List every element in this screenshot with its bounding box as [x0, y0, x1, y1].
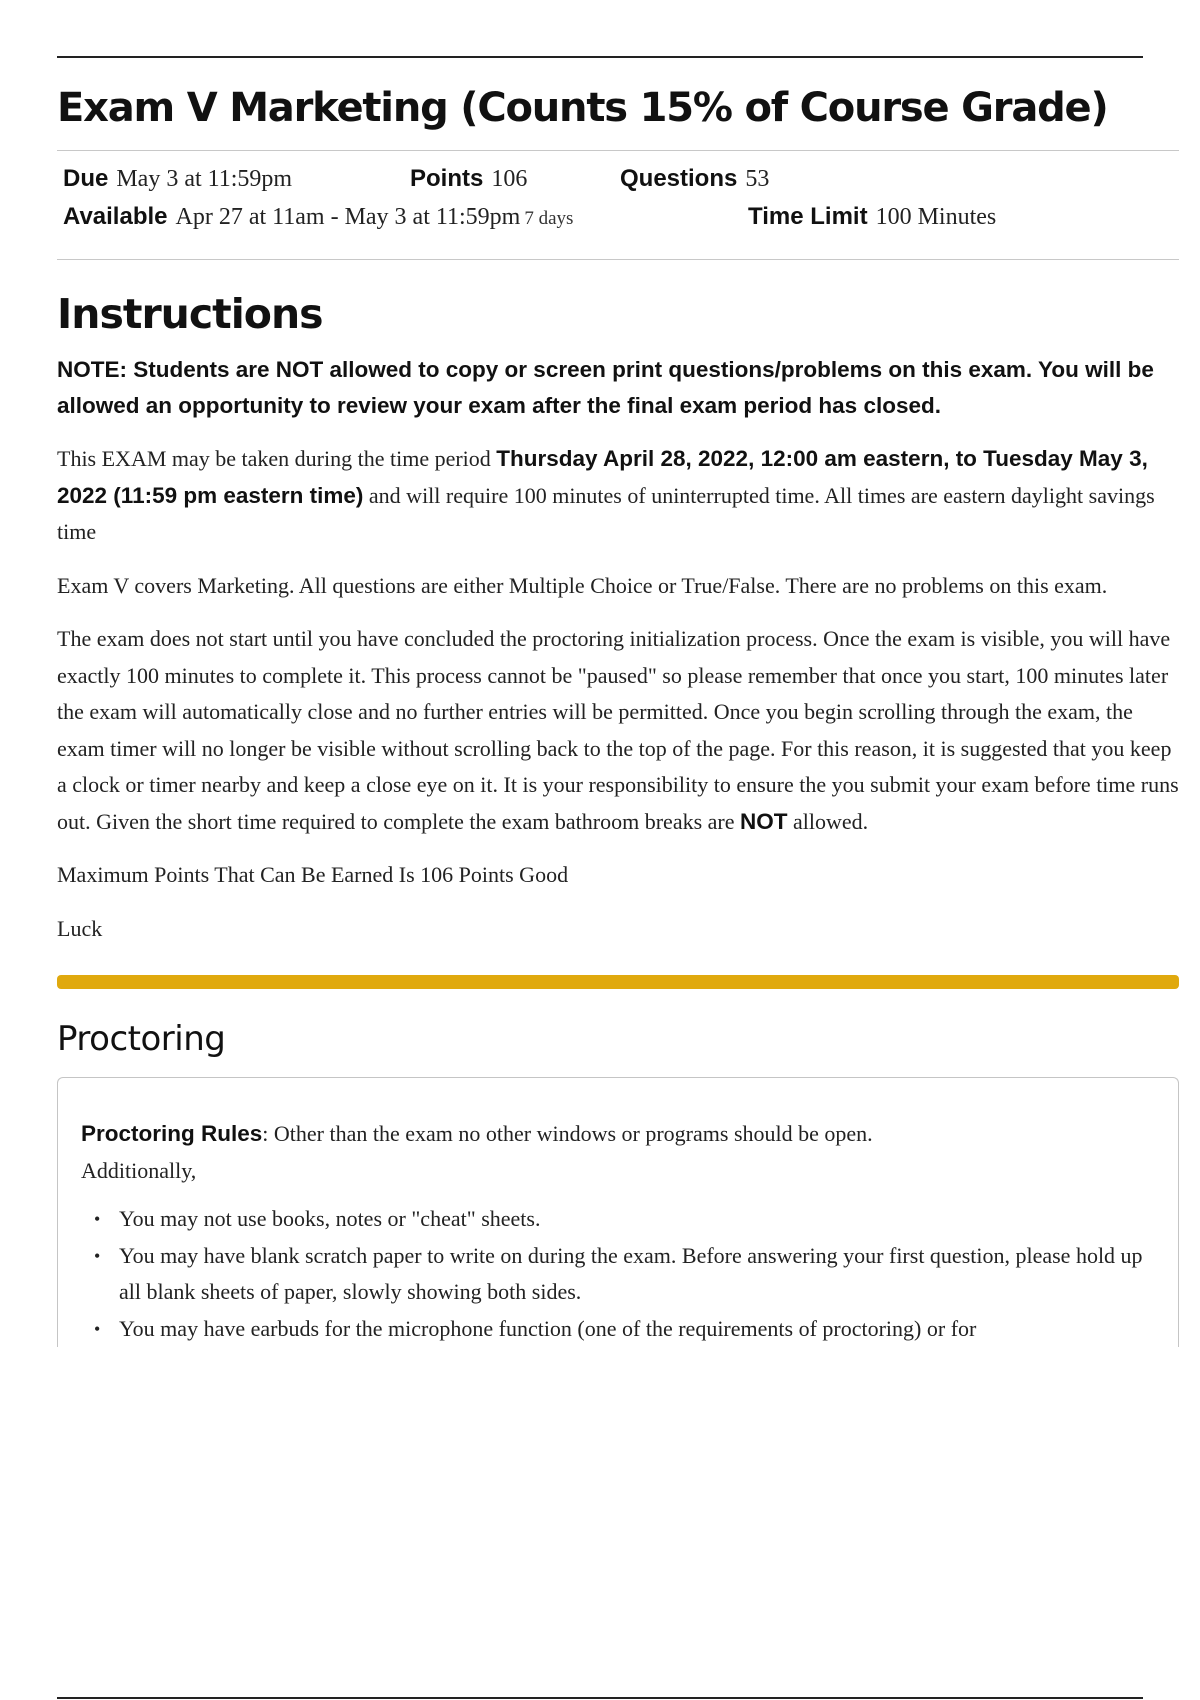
- questions-label: Questions: [620, 165, 738, 192]
- bullet-icon: •: [94, 1318, 101, 1339]
- questions-value: 53: [745, 166, 770, 192]
- available-value: Apr 27 at 11am - May 3 at 11:59pm: [175, 204, 521, 230]
- exam-timing-text: The exam does not start until you have concluded the proctoring initialization process. Once the exam is visible, you will have exactly 100 minutes to complete it. This process cannot be "paused" so please remember that once you start, 100 minutes later the exam will automatically close and no further entries will be permitted. Once you begin scrolling through the exam, the exam timer will no longer be visible without scrolling back to the top of the page. For this reason, it is suggested that you keep a clock or timer nearby and keep a close eye on it. It is your responsibility to ensure the you submit your exam before time runs out. Given the short time required to complete the exam bathroom breaks are: [57, 626, 1179, 834]
- exam-period-paragraph: [57, 441, 1182, 551]
- max-points-paragraph: Maximum Points That Can Be Earned Is 106 Points Good: [57, 862, 569, 887]
- section-divider-bar: [57, 975, 1179, 989]
- additionally-text: Additionally,: [81, 1157, 197, 1183]
- exam-period-details: and will require 100 minutes of uninterrupted time. All times are eastern daylight savings time: [57, 482, 1155, 544]
- bullet-icon: •: [94, 1209, 101, 1229]
- exam-timing-end: allowed.: [787, 808, 869, 834]
- proctoring-rules-intro: [81, 1116, 1156, 1189]
- questions-info: [620, 165, 769, 193]
- points-info: [410, 165, 527, 193]
- good-luck-paragraph: Luck: [57, 915, 103, 941]
- time-limit-label: Time Limit: [748, 203, 868, 230]
- rule-text: You may not use books, notes or "cheat" sheets.: [119, 1206, 541, 1231]
- page-title: Exam V Marketing (Counts 15% of Course Grade): [57, 85, 1108, 131]
- proctoring-rules-text: : Other than the exam no other windows or programs should be open.: [262, 1121, 873, 1146]
- points-label: Points: [410, 165, 484, 192]
- time-limit-value: 100 Minutes: [875, 204, 997, 230]
- exam-coverage-paragraph: Exam V covers Marketing. All questions are either Multiple Choice or True/False. There are no problems on this exam.: [57, 572, 1108, 598]
- copy-warning-note: NOTE: Students are NOT allowed to copy or screen print questions/problems on this exam. You will be allowed an opportunity to review your exam after the final exam period has closed.: [57, 357, 1154, 418]
- page-content: [57, 72, 1180, 1347]
- proctoring-rules-label: Proctoring Rules: [81, 1121, 263, 1146]
- proctoring-rules-list: [81, 1201, 1156, 1347]
- time-limit-info: [748, 203, 996, 231]
- list-item: [94, 1311, 1156, 1348]
- exam-period-intro: This EXAM may be taken during the time period: [57, 446, 497, 471]
- availability-info: [63, 203, 573, 231]
- rule-text: You may have earbuds for the microphone function (one of the requirements of proctoring) or for: [119, 1315, 977, 1341]
- due-label: Due: [63, 165, 109, 192]
- due-value: May 3 at 11:59pm: [116, 166, 293, 192]
- list-item: [94, 1238, 1156, 1311]
- exam-period-dates: Thursday April 28, 2022, 12:00 am eastern, to Tuesday May 3, 2022 (11:59 pm eastern time): [57, 446, 1148, 508]
- available-label: Available: [63, 203, 168, 230]
- due-info: [63, 165, 292, 193]
- not-emphasis: NOT: [740, 808, 788, 834]
- proctoring-rules-box: [57, 1077, 1179, 1347]
- exam-details: [57, 150, 1179, 260]
- instructions-heading: Instructions: [57, 290, 323, 338]
- bullet-icon: •: [94, 1245, 101, 1266]
- proctoring-heading: Proctoring: [57, 1019, 226, 1059]
- available-duration: 7 days: [524, 208, 574, 229]
- bottom-divider: [57, 1697, 1143, 1699]
- top-divider: [57, 56, 1143, 58]
- rule-text: You may have blank scratch paper to write on during the exam. Before answering your first question, please hold up all blank sheets of paper, slowly showing both sides.: [119, 1242, 1143, 1304]
- list-item: [94, 1201, 1156, 1238]
- points-value: 106: [491, 166, 528, 192]
- exam-timing-paragraph: [57, 621, 1182, 840]
